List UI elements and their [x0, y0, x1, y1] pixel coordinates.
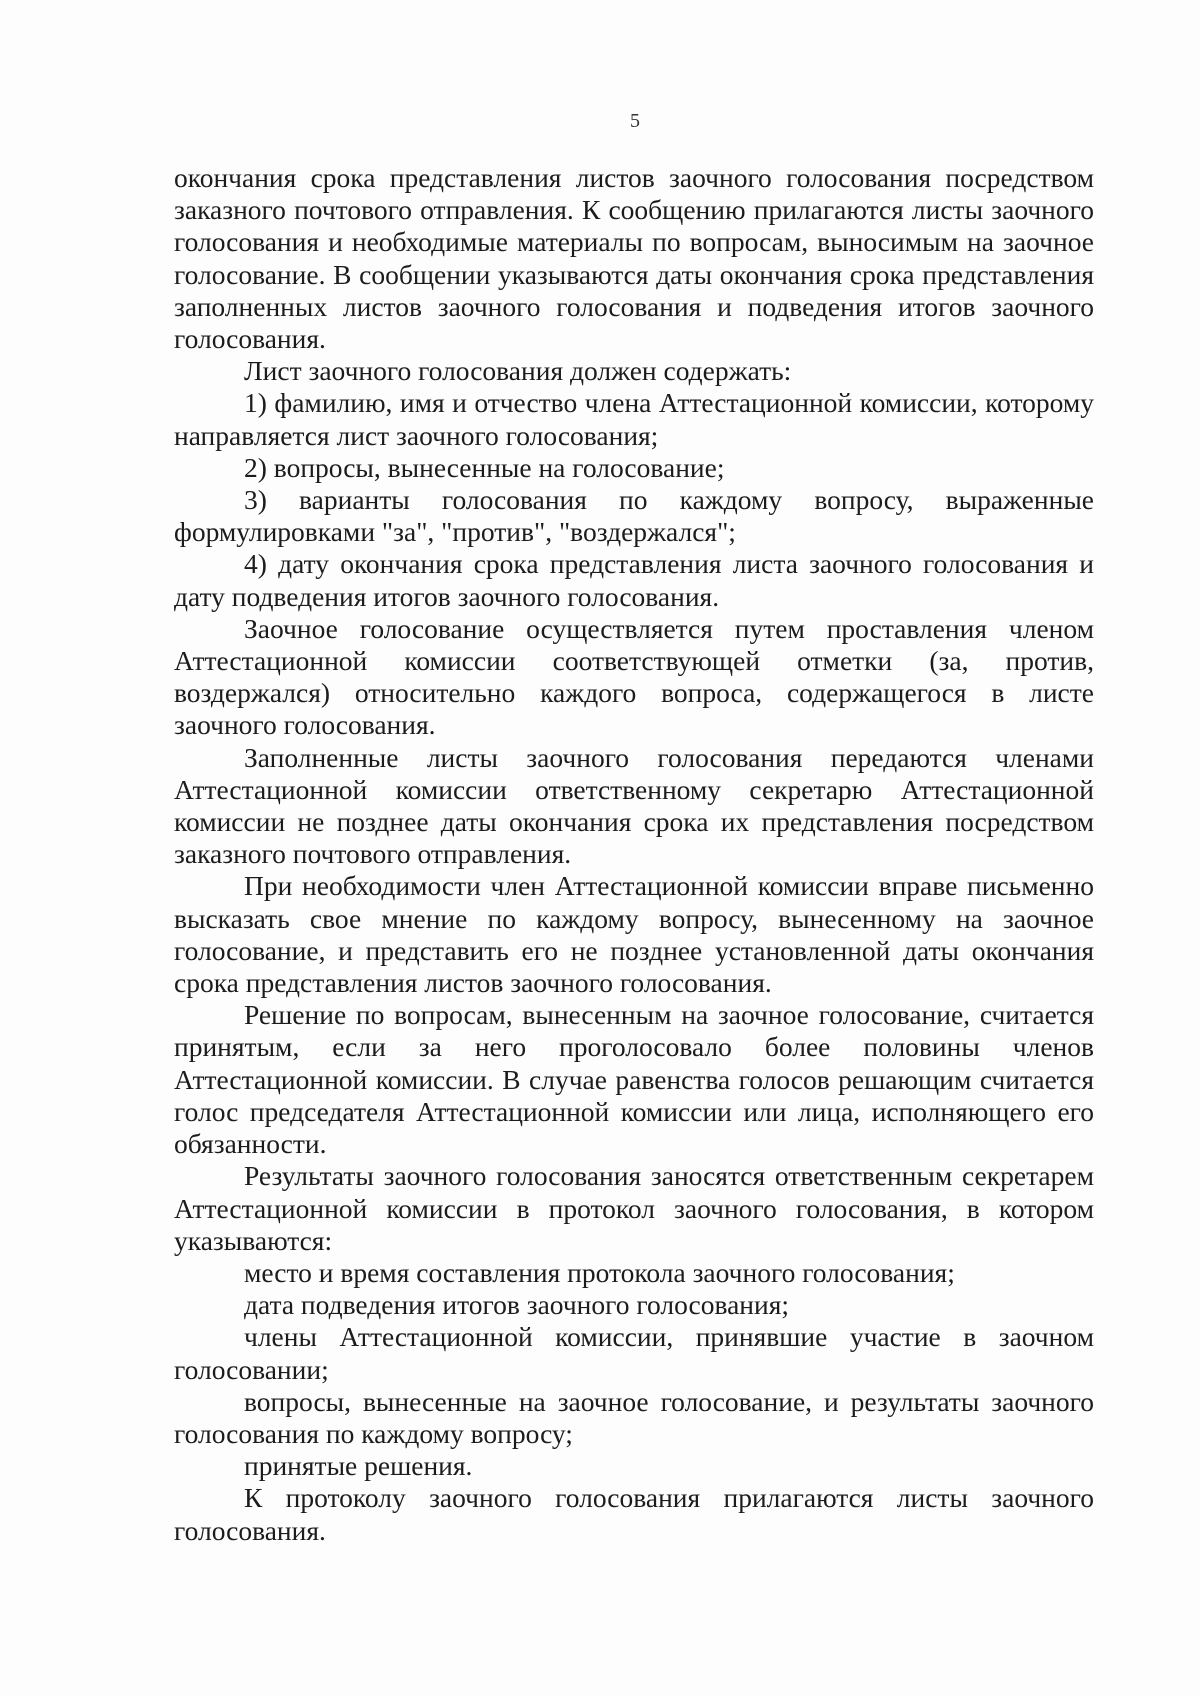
list-item-ballot-2: 2) вопросы, вынесенные на голосование; [244, 451, 725, 483]
list-item-protocol-5: принятые решения. [244, 1450, 473, 1482]
paragraph-voting-procedure: Заочное голосование осуществляется путем проставления членом Аттестационной комиссии соответствующей отметки (за, против, воздержался) относительно каждого вопроса, содержащегося в листе заочного голосования. [174, 612, 1094, 741]
list-item-ballot-1: 1) фамилию, имя и отчество члена Аттестационной комиссии, которому направляется лист заочного голосования; [174, 387, 1094, 451]
document-body [174, 162, 1094, 1547]
paragraph-written-opinion: При необходимости член Аттестационной комиссии вправе письменно высказать свое мнение по каждому вопросу, вынесенному на заочное голосование, и представить его не позднее установленной даты окончания срока представления листов заочного голосования. [174, 870, 1094, 999]
list-item-protocol-4: вопросы, вынесенные на заочное голосование, и результаты заочного голосования по каждому вопросу; [174, 1385, 1094, 1449]
list-item-protocol-2: дата подведения итогов заочного голосования; [244, 1289, 790, 1321]
paragraph-ballot-contents-intro: Лист заочного голосования должен содержать: [244, 355, 792, 387]
paragraph-decision-rule: Решение по вопросам, вынесенным на заочное голосование, считается принятым, если за него проголосовало более половины членов Аттестационной комиссии. В случае равенства голосов решающим считается голос председателя Аттестационной комиссии или лица, исполняющего его обязанности. [174, 999, 1094, 1160]
list-item-ballot-4: 4) дату окончания срока представления листа заочного голосования и дату подведения итогов заочного голосования. [174, 548, 1094, 612]
paragraph-continuation: окончания срока представления листов заочного голосования посредством заказного почтового отправления. К сообщению прилагаются листы заочного голосования и необходимые материалы по вопросам, выносимым на заочное голосование. В сообщении указываются даты окончания срока представления заполненных листов заочного голосования и подведения итогов заочного голосования. [174, 162, 1094, 355]
list-item-protocol-1: место и время составления протокола заочного голосования; [244, 1256, 955, 1288]
list-item-ballot-3: 3) варианты голосования по каждому вопросу, выраженные формулировками "за", "против", "воздержался"; [174, 484, 1094, 548]
paragraph-ballot-submission: Заполненные листы заочного голосования передаются членами Аттестационной комиссии ответственному секретарю Аттестационной комиссии не позднее даты окончания срока их представления посредством заказного почтового отправления. [174, 741, 1094, 870]
paragraph-protocol-attachments: К протоколу заочного голосования прилагаются листы заочного голосования. [174, 1482, 1094, 1546]
page-number: 5 [630, 110, 640, 132]
list-item-protocol-3: члены Аттестационной комиссии, принявшие участие в заочном голосовании; [174, 1321, 1094, 1385]
paragraph-protocol-intro: Результаты заочного голосования заносятся ответственным секретарем Аттестационной комиссии в протокол заочного голосования, в котором указываются: [174, 1160, 1094, 1256]
